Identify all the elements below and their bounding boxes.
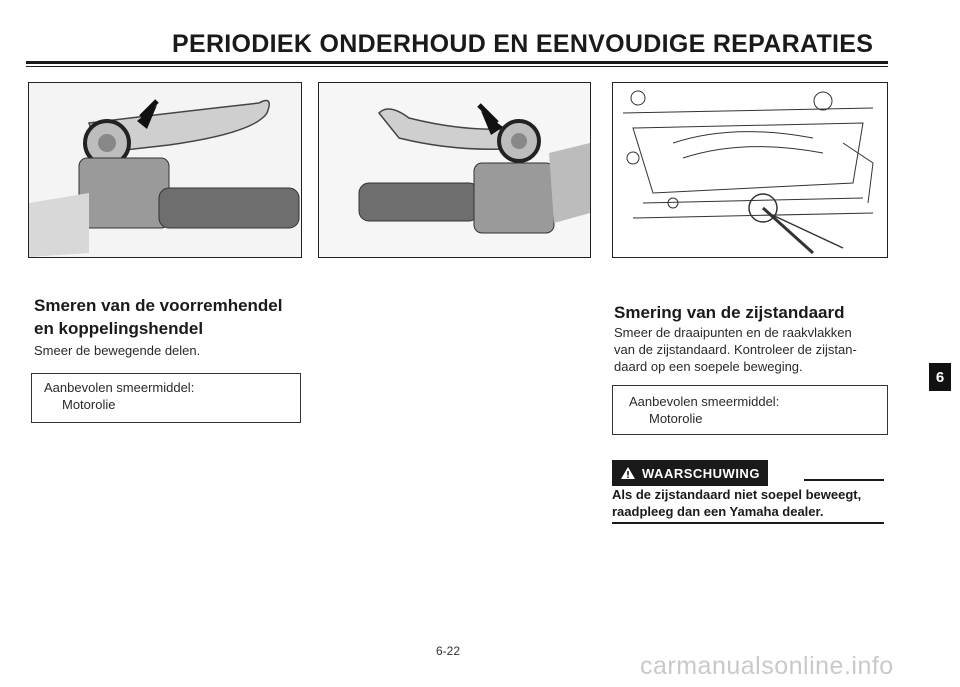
chapter-tab: 6	[929, 363, 951, 391]
lubricant-label: Aanbevolen smeermiddel:	[44, 380, 195, 395]
photo-side-stand	[612, 82, 888, 258]
warning-bottom-rule	[612, 522, 884, 524]
warning-text-line1: Als de zijstandaard niet soepel beweegt,	[612, 487, 862, 502]
lubricant-value: Motorolie	[62, 397, 116, 412]
warning-triangle-icon	[620, 466, 636, 480]
levers-lubricant-box	[31, 373, 301, 423]
side-stand-lubricant-box	[612, 385, 888, 435]
levers-body-text: Smeer de bewegende delen.	[34, 343, 201, 358]
photo-brake-lever	[28, 82, 302, 258]
warning-text-line2: raadpleeg dan een Yamaha dealer.	[612, 504, 824, 519]
warning-label	[612, 460, 768, 486]
watermark: carmanualsonline.info	[640, 652, 894, 680]
side-stand-body-line1: Smeer de draaipunten en de raakvlakken	[614, 325, 852, 340]
warning-rule	[804, 479, 884, 481]
section-heading-side-stand: Smering van de zijstandaard	[614, 303, 845, 322]
section-heading-levers-line2: en koppelingshendel	[34, 319, 204, 338]
photo-clutch-lever	[318, 82, 591, 258]
side-stand-body-line3: daard op een soepele beweging.	[614, 359, 803, 374]
page-title: PERIODIEK ONDERHOUD EN EENVOUDIGE REPARATIES	[172, 30, 874, 58]
page-number: 6-22	[436, 644, 461, 658]
lubricant-value: Motorolie	[649, 411, 703, 426]
lubricant-label: Aanbevolen smeermiddel:	[629, 394, 780, 409]
warning-label-text: WAARSCHUWING	[642, 465, 760, 481]
header-rule-thin	[26, 66, 888, 67]
section-heading-levers-line1: Smeren van de voorremhendel	[34, 296, 283, 315]
header-rule	[26, 61, 888, 64]
side-stand-body-line2: van de zijstandaard. Kontroleer de zijstan-	[614, 342, 857, 357]
